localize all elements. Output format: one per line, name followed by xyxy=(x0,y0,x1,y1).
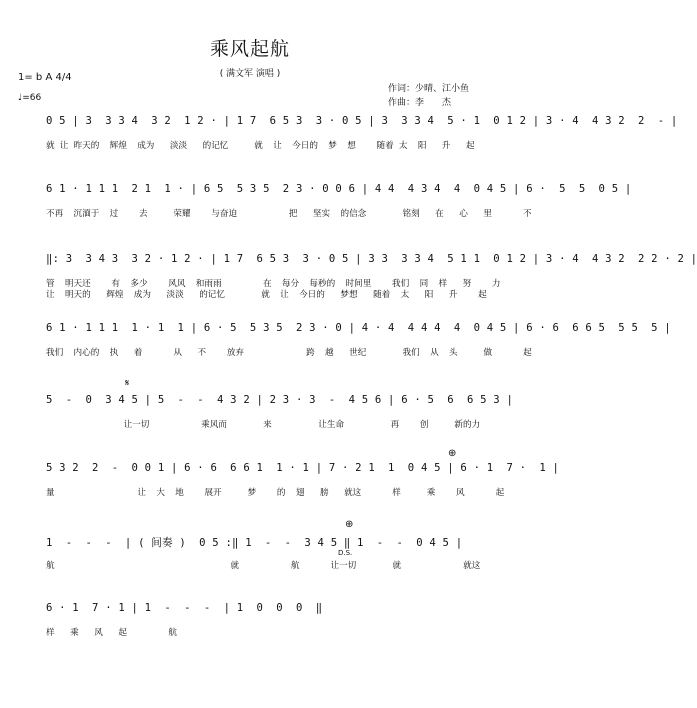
lyric-line: 管 明天还 有 多少 风风 和雨雨 在 每分 每秒的 时间里 我们 同 样 努 力 xyxy=(46,279,501,289)
credits xyxy=(388,82,469,110)
score-notes: 5 - 0 3 4 5 | 5 - - 4 3 2 | 2 3 · 3 - 4 5 6 | 6 · 5 6 6 5 3 | xyxy=(46,394,514,406)
lyric-line: 就 让 昨天的 辉煌 成为 淡淡 的记忆 就 让 今日的 梦 想 随着 太 阳 升 起 xyxy=(46,141,475,151)
lyric-line: 我们 内心的 执 着 从 不 放弃 跨 越 世纪 我们 从 头 做 起 xyxy=(46,348,532,358)
score-notes: 6 1 · 1 1 1 1 · 1 1 | 6 · 5 5 3 5 2 3 · 0 | 4 · 4 4 4 4 4 0 4 5 | 6 · 6 6 6 5 5 5 5 | xyxy=(46,322,671,334)
key-signature xyxy=(18,72,72,83)
lyricist: 作词：少晴、江小鱼 xyxy=(388,84,470,94)
lyric-line: 航 就 航 让一切 就 就这 xyxy=(46,561,481,571)
coda-icon: ⊕ xyxy=(448,448,457,459)
lyric-line: 不再 沉湎于 过 去 荣耀 与奋迫 把 坚实 的信念 铭刻 在 心 里 不 xyxy=(46,209,532,219)
score-notes: 0 5 | 3 3 3 4 3 2 1 2 · | 1 7 6 5 3 3 · 0 5 | 3 3 3 4 5 · 1 0 1 2 | 3 · 4 4 3 2 2 - | xyxy=(46,115,678,127)
score-notes: 6 · 1 7 · 1 | 1 - - - | 1 0 0 0 ‖ xyxy=(46,602,323,614)
ds-mark: D.S. xyxy=(338,549,353,557)
key-value: 1= b A xyxy=(18,72,53,83)
lyric-line: 量 让 大 地 展开 梦 的 翅 膀 就这 样 乘 风 起 xyxy=(46,488,505,498)
song-subtitle: ( 满文军 演唱 ) xyxy=(219,69,281,79)
segno-icon: 𝄋 xyxy=(125,378,130,389)
lyric-line: 样 乘 风 起 航 xyxy=(46,628,177,638)
tempo: ♩=66 xyxy=(18,93,42,103)
score-notes: 5 3 2 2 - 0 0 1 | 6 · 6 6 6 1 1 · 1 | 7 · 2 1 1 0 4 5 | 6 · 1 7 · 1 | xyxy=(46,462,560,474)
composer: 作曲：李 杰 xyxy=(388,98,452,108)
coda-icon: ⊕ xyxy=(345,519,354,530)
score-notes: 6 1 · 1 1 1 2 1 1 · | 6 5 5 3 5 2 3 · 0 0 6 | 4 4 4 3 4 4 0 4 5 | 6 · 5 5 0 5 | xyxy=(46,183,632,195)
meter-value: 4/4 xyxy=(55,72,72,83)
lyric-line: 让 明天的 辉煌 成为 淡淡 的记忆 就 让 今日的 梦想 随着 太 阳 升 起 xyxy=(46,290,487,300)
score-notes: ‖: 3 3 4 3 3 2 · 1 2 · | 1 7 6 5 3 3 · 0 5 | 3 3 3 3 4 5 1 1 0 1 2 | 3 · 4 4 3 2 2 2 · 2 | xyxy=(46,253,697,265)
score-notes: 1 - - - | ( 间奏 ) 0 5 :‖ 1 - - 3 4 5 ‖ 1 - - 0 4 5 | xyxy=(46,537,463,549)
lyric-line: 让一切 乘风而 来 让生命 再 创 新的力 xyxy=(46,420,481,430)
song-title: 乘风起航 xyxy=(209,38,290,60)
